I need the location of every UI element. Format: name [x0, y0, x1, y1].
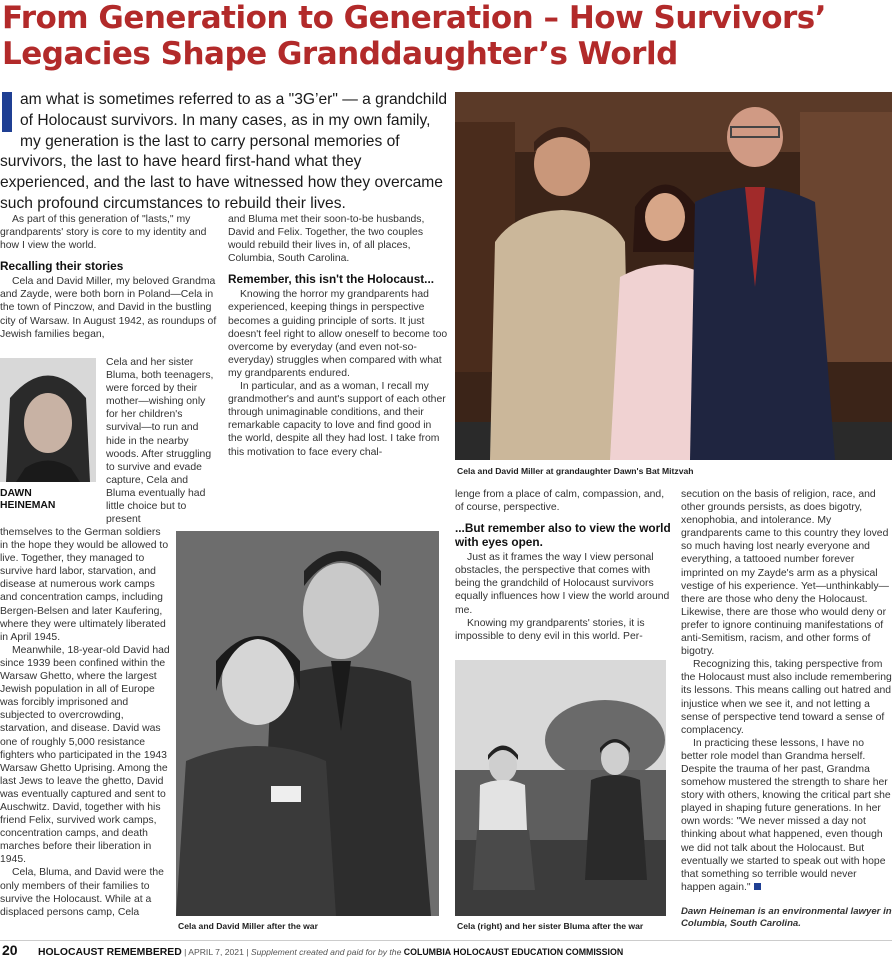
col2-para-3: In particular, and as a woman, I recall my grandmother's and aunt's support of each other through unimaginable conditions, and their remarkable capacity to love and find good in the world, despite all they had lost. I take from this motivation to face every chal- [228, 381, 446, 458]
sisters-photo [455, 660, 666, 916]
col1-para-2-bottom: themselves to the German soldiers in the hope they would be allowed to live. Together, they managed to survive hard labor, starvation, and disease at numerous work camps and concentration camps, including Bergen-Belsen and later Kaufering, where they were ultimately liberated in April 1945. [0, 527, 169, 643]
col1-para-1: As part of this generation of "lasts," my grandparents' story is core to my identity and how I view the world. [0, 214, 207, 252]
col3-para-1: lenge from a place of calm, compassion, and, of course, perspective. [455, 489, 665, 514]
intro-paragraph [0, 90, 450, 215]
bat-mitzvah-photo [455, 92, 892, 460]
article-title [2, 0, 890, 72]
author-name [0, 488, 96, 513]
title-line-2: Legacies Shape Granddaughter’s World [2, 36, 678, 72]
page-number: 20 [2, 942, 18, 958]
organization-name: COLUMBIA HOLOCAUST EDUCATION COMMISSION [403, 947, 624, 957]
heading-eyes-open: ...But remember also to view the world with eyes open. [455, 521, 671, 550]
col2-para-1: and Bluma met their soon-to-be husbands, David and Felix. Together, the two couples would rebuild their lives in, of all places, Columbia, South Carolina. [228, 214, 425, 265]
heading-recalling: Recalling their stories [0, 259, 124, 274]
page-footer: 20 HOLOCAUST REMEMBERED | APRIL 7, 2021 | Supplement created and paid for by the COLUMBIA HOLOCAUST EDUCATION COMMISSION [0, 940, 892, 960]
supplement-note: Supplement created and paid for by the [250, 947, 402, 957]
col2-para-2: Knowing the horror my grandparents had experienced, keeping things in perspective becomes a guiding principle of sorts. It just doesn't feel right to allow oneself to become too overcome by everyday (and even not-so-everyday) struggles when compared with what my grandparents endured. [228, 289, 448, 379]
col1-para-4: Cela, Bluma, and David were the only members of their families to survive the Holocaust. While at a displaced persons camp, Cela [0, 867, 164, 918]
author-photo [0, 358, 96, 482]
author-portrait [0, 358, 96, 482]
column-1-side [106, 356, 218, 526]
intro-text: am what is sometimes referred to as a "3G’er" — a grandchild of Holocaust survivors. In many cases, as in my own family, my generation is the last to carry personal memories of survivors, the last to have heard first-hand what they experienced, and the last to have witnessed how they overcame such profound circumstances to rebuild their lives. [0, 91, 448, 212]
col1-para-2-top: Cela and David Miller, my beloved Grandma and Zayde, were both born in Poland—Cela in the town of Pinczow, and David in the bustling city of Warsaw. In August 1942, as roundups of Jewish families began, [0, 276, 217, 340]
col3-para-2: Just as it frames the way I view personal obstacles, the perspective that comes with being the grandchild of Holocaust survivors equally influences how I view the world around me. [455, 552, 670, 616]
col4-para-3 [681, 737, 892, 894]
column-2 [228, 213, 448, 459]
col3-para-3: Knowing my grandparents' stories, it is impossible to deny evil in this world. Per- [455, 617, 645, 642]
column-4 [681, 488, 892, 894]
column-1-lower [0, 526, 170, 919]
after-war-photo [176, 531, 439, 916]
author-last-name: HEINEMAN [0, 500, 56, 512]
col4-para-1: secution on the basis of religion, race, and other grounds persists, as does bigotry, xenophobia, and intolerance. My grandparents came to this country they loved so much having lost nearly everyone and everything, a tattooed number forever imprinted on my Zayde's arm as a physical vestige of his experience. Yet—unthinkably—there are those who deny the Holocaust. Likewise, there are those who would deny or prefer to ignore continuing manifestations of anti-Semitism, racism, and other forms of bigotry. [681, 489, 889, 658]
col1-para-2-side: Cela and her sister Bluma, both teenagers, were forced by their mother—wishing only for her children's survival—to run and hide in the nearby woods. After struggling to survive and evade capture, Cela and Bluma eventually had little choice but to present [106, 357, 214, 526]
column-1 [0, 213, 220, 341]
author-bio: Dawn Heineman is an environmental lawyer in Columbia, South Carolina. [681, 906, 892, 930]
end-mark [754, 883, 761, 890]
caption-after-war: Cela and David Miller after the war [178, 921, 318, 931]
publication-name: HOLOCAUST REMEMBERED [37, 947, 182, 958]
caption-bat-mitzvah: Cela and David Miller at grandaughter Dawn's Bat Mitzvah [457, 466, 694, 476]
caption-sisters: Cela (right) and her sister Bluma after the war [457, 921, 644, 931]
bat-mitzvah-photo-image [455, 92, 892, 460]
col4-para-2: Recognizing this, taking perspective from the Holocaust must also include remembering its lessons. This means calling out hatred and injustice when we see it, and not letting a sense of perspective tend toward a sense of complacency. [681, 659, 892, 736]
col1-para-3: Meanwhile, 18-year-old David had since 1939 been confined within the Warsaw Ghetto, where the largest Jewish population in all of Europe was forcibly imprisoned and subjected to overcrowding, starvation, and disease. David was one of roughly 5,000 resistance fighters who participated in the 1943 Warsaw Ghetto Uprising. Among the last Jews to leave the ghetto, David was eventually captured and sent to Auschwitz. David, together with his friend Felix, survived work camps, concentration camps, and death marches before their liberation in 1945. [0, 644, 170, 866]
author-first-name: DAWN [0, 488, 32, 499]
column-3 [455, 488, 675, 643]
issue-date: APRIL 7, 2021 [188, 947, 244, 957]
sisters-photo-image [455, 660, 666, 916]
title-line-1: From Generation to Generation – How Survivors’ [2, 0, 827, 36]
after-war-photo-image [176, 531, 439, 916]
drop-cap-bar [2, 92, 12, 132]
heading-remember: Remember, this isn't the Holocaust... [228, 272, 435, 287]
col4-para-3-text: In practicing these lessons, I have no better role model than Grandma herself. Despite the trauma of her past, Grandma somehow mustered the strength to share her story with others, knowing the critical part she played in shaping future generations. In her own words: "We never missed a day not thinking about what happened, even though we did not talk about the Holocaust. But eventually we started to speak out with hope that something so terrible would never happen again." [681, 737, 891, 893]
